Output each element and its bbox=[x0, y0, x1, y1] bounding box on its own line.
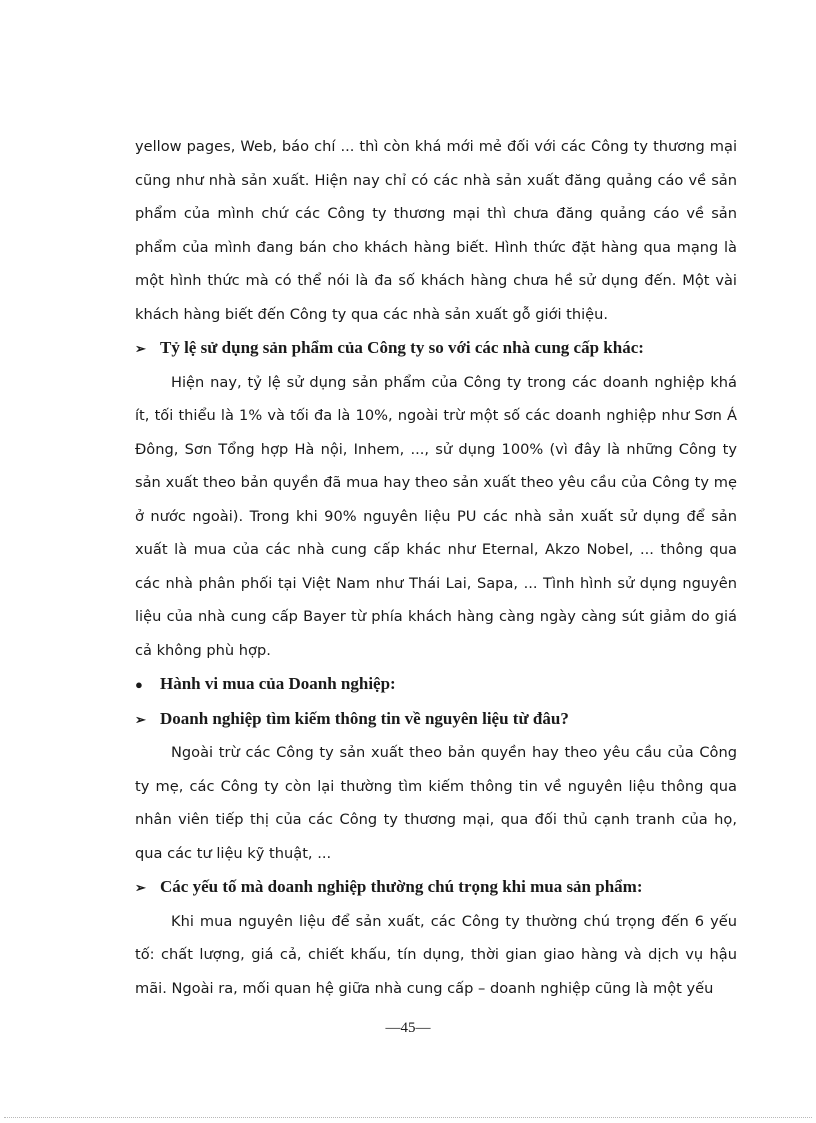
heading-purchase-factors bbox=[135, 870, 737, 905]
paragraph-info-sources: Ngoài trừ các Công ty sản xuất theo bản quyền hay theo yêu cầu của Công ty mẹ, các Công ty còn lại thường tìm kiếm thông tin về nguyên liệu thông qua nhân viên tiếp thị của các Công ty thương mại, qua đối thủ cạnh tranh của họ, qua các tư liệu kỹ thuật, ... bbox=[135, 744, 737, 862]
paragraph-intro: yellow pages, Web, báo chí ... thì còn khá mới mẻ đối với các Công ty thương mại cũng như nhà sản xuất. Hiện nay chỉ có các nhà sản xuất đăng quảng cáo về sản phẩm của mình chứ các Công ty thương mại thì chưa đăng quảng cáo về sản phẩm của mình đang bán cho khách hàng biết. Hình thức đặt hàng qua mạng là một hình thức mà có thể nói là đa số khách hàng chưa hề sử dụng đến. Một vài khách hàng biết đến Công ty qua các nhà sản xuất gỗ giới thiệu. bbox=[135, 138, 737, 323]
dot-bullet-icon: ● bbox=[135, 677, 143, 692]
heading-usage-ratio bbox=[135, 331, 737, 366]
paragraph-usage-ratio: Hiện nay, tỷ lệ sử dụng sản phẩm của Công ty trong các doanh nghiệp khá ít, tối thiểu là 1% và tối đa là 10%, ngoài trừ một số các doanh nghiệp như Sơn Á Đông, Sơn Tổng hợp Hà nội, Inhem, ..., sử dụng 100% (vì đây là những Công ty sản xuất theo bản quyền đã mua hay theo sản xuất theo yêu cầu của Công ty mẹ ở nước ngoài). Trong khi 90% nguyên liệu PU các nhà sản xuất sử dụng để sản xuất là mua của các nhà cung cấp khác như Eternal, Akzo Nobel, ... thông qua các nhà phân phối tại Việt Nam như Thái Lai, Sapa, ... Tình hình sử dụng nguyên liệu của nhà cung cấp Bayer từ phía khách hàng càng ngày càng sút giảm do giá cả không phù hợp. bbox=[135, 373, 737, 659]
paragraph-purchase-factors: Khi mua nguyên liệu để sản xuất, các Công ty thường chú trọng đến 6 yếu tố: chất lượng, giá cả, chiết khấu, tín dụng, thời gian giao hàng và dịch vụ hậu mãi. Ngoài ra, mối quan hệ giữa nhà cung cấp – doanh nghiệp cũng là một yếu bbox=[135, 912, 737, 997]
heading-info-sources bbox=[135, 702, 737, 737]
page-body bbox=[135, 130, 737, 1005]
page-number: —45— bbox=[385, 1020, 431, 1036]
heading-text: Doanh nghiệp tìm kiếm thông tin về nguyên liệu từ đâu? bbox=[160, 708, 569, 728]
arrow-bullet-icon: ➢ bbox=[135, 711, 146, 727]
arrow-bullet-icon: ➢ bbox=[135, 341, 146, 356]
arrow-bullet-icon: ➢ bbox=[135, 880, 146, 895]
heading-text: Hành vi mua của Doanh nghiệp: bbox=[160, 674, 396, 693]
heading-buying-behavior bbox=[135, 667, 737, 702]
bottom-divider bbox=[4, 1117, 812, 1118]
heading-text: Các yếu tố mà doanh nghiệp thường chú trọng khi mua sản phẩm: bbox=[160, 877, 643, 896]
heading-text: Tỷ lệ sử dụng sản phẩm của Công ty so với các nhà cung cấp khác: bbox=[160, 338, 644, 357]
